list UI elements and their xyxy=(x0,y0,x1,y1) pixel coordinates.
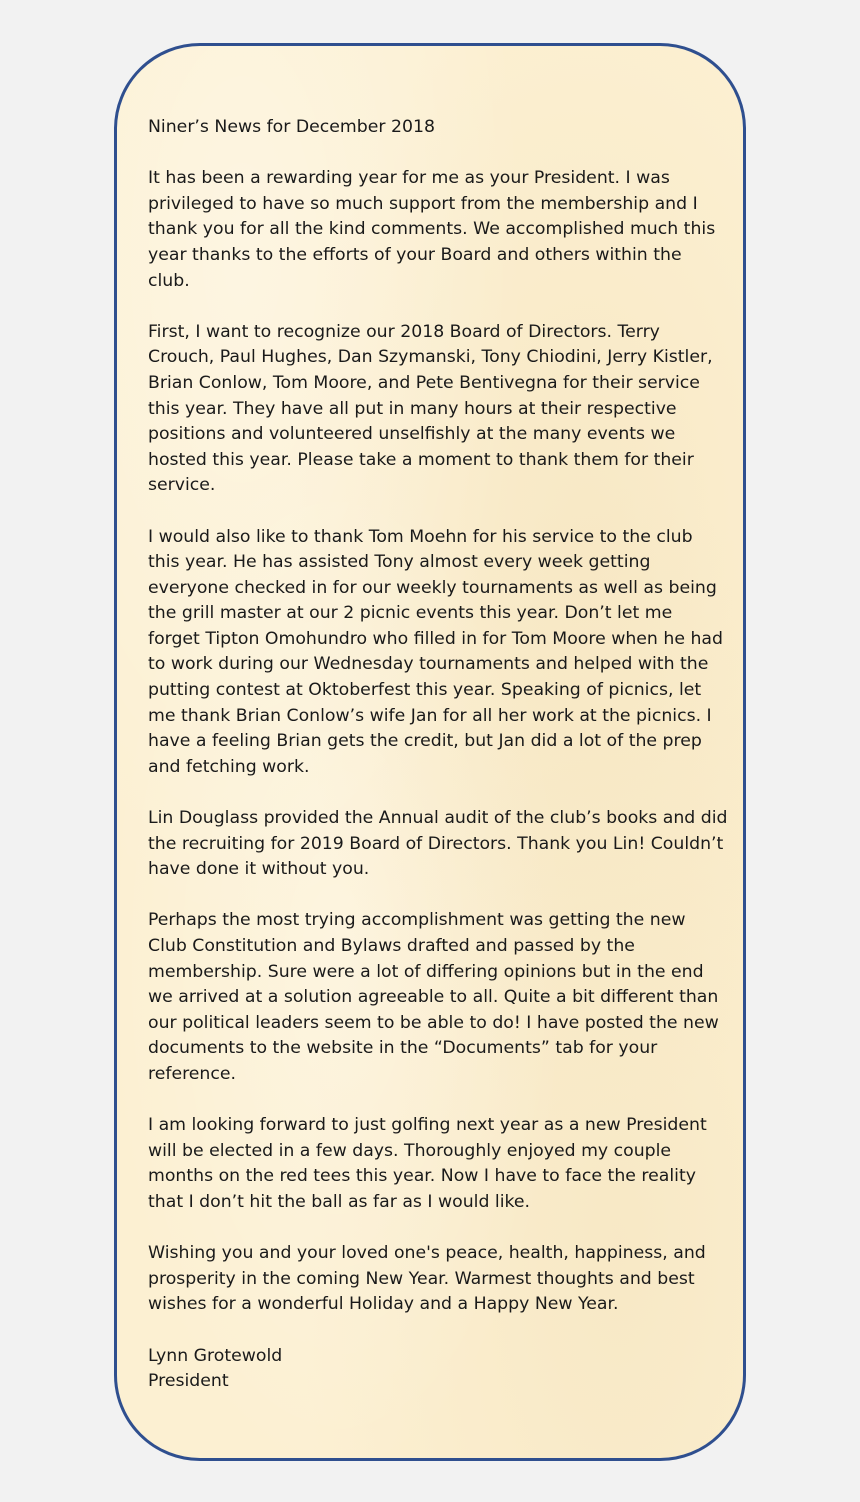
letter-paragraph: Lin Douglass provided the Annual audit of the club’s books and did the recruiting for 2019 Board of Directors. Thank you Lin! Couldn’t have done it without you. xyxy=(148,808,728,880)
signature-name: Lynn Grotewold xyxy=(148,1345,283,1366)
signature-block xyxy=(148,1344,728,1395)
letter-paragraph: I would also like to thank Tom Moehn for his service to the club this year. He has assisted Tony almost every week getting everyone checked in for our weekly tournaments as well as being the grill master at our 2 picnic events this year. Don’t let me forget Tipton Omohundro who filled in for Tom Moore when he had to work during our Wednesday tournaments and helped with the putting contest at Oktoberfest this year. Speaking of picnics, let me thank Brian Conlow’s wife Jan for all her work at the picnics. I have a feeling Brian gets the credit, but Jan did a lot of the prep and fetching work. xyxy=(148,526,723,777)
letter-body xyxy=(148,115,728,1395)
letter-paragraph: I am looking forward to just golfing next year as a new President will be elected in a few days. Thoroughly enjoyed my couple months on the red tees this year. Now I have to face the reality that I don’t hit the ball as far as I would like. xyxy=(148,1115,707,1212)
signature-role: President xyxy=(148,1371,229,1392)
newsletter-card xyxy=(114,43,746,1461)
letter-paragraph: Wishing you and your loved one's peace, health, happiness, and prosperity in the coming New Year. Warmest thoughts and best wishes for a wonderful Holiday and a Happy New Year. xyxy=(148,1243,706,1315)
letter-title: Niner’s News for December 2018 xyxy=(148,117,435,137)
letter-paragraph: Perhaps the most trying accomplishment was getting the new Club Constitution and Bylaws drafted and passed by the membership. Sure were a lot of differing opinions but in the end we arrived at a solution agreeable to all. Quite a bit different than our political leaders seem to be able to do! I have posted the new documents to the website in the “Documents” tab for your reference. xyxy=(148,910,719,1084)
letter-paragraph: It has been a rewarding year for me as your President. I was privileged to have so much support from the membership and I thank you for all the kind comments. We accomplished much this year thanks to the efforts of your Board and others within the club. xyxy=(148,168,716,291)
letter-paragraph: First, I want to recognize our 2018 Board of Directors. Terry Crouch, Paul Hughes, Dan Szymanski, Tony Chiodini, Jerry Kistler, Brian Conlow, Tom Moore, and Pete Bentivegna for their service this year. They have all put in many hours at their respective positions and volunteered unselfishly at the many events we hosted this year. Please take a moment to thank them for their service. xyxy=(148,321,713,496)
